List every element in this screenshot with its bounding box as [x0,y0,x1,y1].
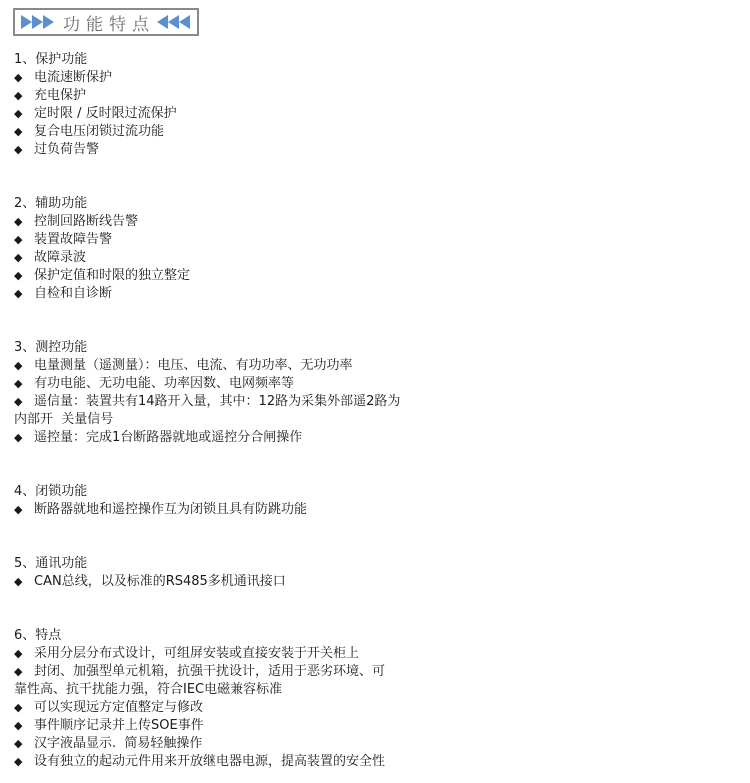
list-item: ◆ 设有独立的起动元件用来开放继电器电源，提高装置的安全性 [14,754,386,769]
diamond-bullet-icon: ◆ [14,701,23,714]
section-title: 2、辅助功能 [14,196,88,211]
section-features [14,627,434,771]
diamond-bullet-icon: ◆ [14,233,23,246]
section-protection [14,51,434,159]
diamond-bullet-icon: ◆ [14,755,23,768]
section-header-box [13,8,199,36]
header-title: 功能特点 [63,14,155,35]
diamond-bullet-icon: ◆ [14,143,23,156]
section-auxiliary [14,195,434,303]
diamond-bullet-icon: ◆ [14,269,23,282]
list-item: ◆ 有功电能、无功电能、功率因数、电网频率等 [14,376,295,391]
section-measurement-control [14,339,434,447]
list-item: ◆ 封闭、加强型单元机箱，抗强干扰设计，适用于恶劣环境、可 [14,664,386,679]
section-interlock [14,483,434,519]
section-title: 5、通讯功能 [14,556,88,571]
diamond-bullet-icon: ◆ [14,107,23,120]
diamond-bullet-icon: ◆ [14,575,23,588]
list-item: ◆ 电流速断保护 [14,70,113,85]
list-item-continuation: 靠性高、抗干扰能力强，符合IEC电磁兼容标准 [14,682,283,697]
section-title: 3、测控功能 [14,340,88,355]
diamond-bullet-icon: ◆ [14,503,23,516]
diamond-bullet-icon: ◆ [14,215,23,228]
section-title: 6、特点 [14,628,62,643]
list-item: ◆ 断路器就地和遥控操作互为闭锁且具有防跳功能 [14,502,308,517]
section-title: 4、闭锁功能 [14,484,88,499]
section-title: 1、保护功能 [14,52,88,67]
diamond-bullet-icon: ◆ [14,125,23,138]
list-item: ◆ 过负荷告警 [14,142,100,157]
section-communication [14,555,434,591]
list-item: ◆ 可以实现远方定值整定与修改 [14,700,204,715]
diamond-bullet-icon: ◆ [14,395,23,408]
diamond-bullet-icon: ◆ [14,377,23,390]
list-item: ◆ 采用分层分布式设计，可组屏安装或直接安装于开关柜上 [14,646,360,661]
list-item: ◆ 电量测量（遥测量）：电压、电流、有功功率、无功功率 [14,358,353,373]
list-item-continuation: 内部开 关量信号 [14,412,114,427]
list-item: ◆ 定时限 / 反时限过流保护 [14,106,177,121]
list-item: ◆ 事件顺序记录并上传SOE事件 [14,718,204,733]
list-item: ◆ CAN总线，以及标准的RS485多机通讯接口 [14,574,286,589]
triple-arrow-right-icon [21,14,55,30]
triple-arrow-left-icon [157,14,191,30]
diamond-bullet-icon: ◆ [14,665,23,678]
diamond-bullet-icon: ◆ [14,719,23,732]
list-item: ◆ 故障录波 [14,250,87,265]
diamond-bullet-icon: ◆ [14,89,23,102]
diamond-bullet-icon: ◆ [14,431,23,444]
diamond-bullet-icon: ◆ [14,287,23,300]
diamond-bullet-icon: ◆ [14,737,23,750]
diamond-bullet-icon: ◆ [14,71,23,84]
list-item: ◆ 自检和自诊断 [14,286,113,301]
diamond-bullet-icon: ◆ [14,251,23,264]
list-item: ◆ 装置故障告警 [14,232,113,247]
diamond-bullet-icon: ◆ [14,359,23,372]
list-item: ◆ 遥控量：完成1台断路器就地或遥控分合闸操作 [14,430,303,445]
list-item: ◆ 汉字液晶显示. 简易轻触操作 [14,736,203,751]
list-item: ◆ 控制回路断线告警 [14,214,139,229]
list-item: ◆ 遥信量：装置共有14路开入量，其中：12路为采集外部遥2路为 [14,394,401,409]
list-item: ◆ 充电保护 [14,88,87,103]
list-item: ◆ 复合电压闭锁过流功能 [14,124,165,139]
list-item: ◆ 保护定值和时限的独立整定 [14,268,191,283]
diamond-bullet-icon: ◆ [14,647,23,660]
feature-list [14,51,434,771]
